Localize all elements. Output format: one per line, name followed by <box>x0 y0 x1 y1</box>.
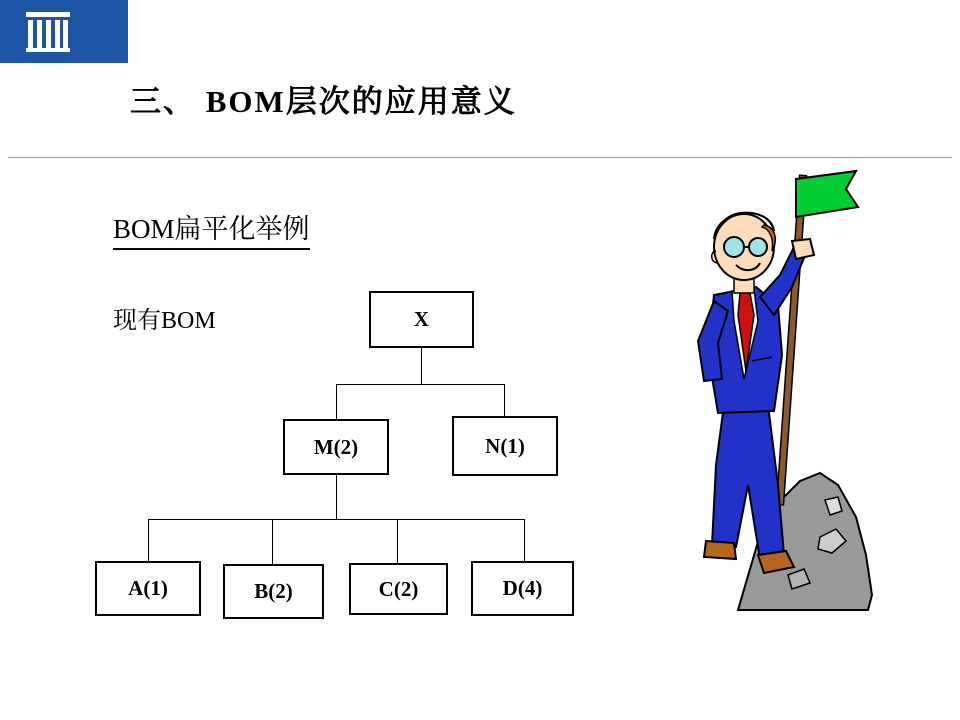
section-heading: BOM扁平化举例 <box>113 207 310 250</box>
tree-node-a: A(1) <box>95 561 201 616</box>
edge-level2-bar <box>148 519 524 520</box>
page-title: 三、 BOM层次的应用意义 <box>130 84 517 119</box>
edge-m-stem <box>336 475 337 519</box>
logo-background <box>0 0 128 63</box>
tree-node-x: X <box>369 291 474 348</box>
tree-node-d: D(4) <box>471 561 574 616</box>
edge-m-to-c <box>397 519 398 563</box>
edge-x-to-m <box>336 384 337 419</box>
edge-x-stem <box>421 348 422 384</box>
edge-m-to-a <box>148 519 149 561</box>
businessman-with-flag-illustration <box>660 155 940 625</box>
tree-node-b: B(2) <box>223 564 324 619</box>
tree-node-n: N(1) <box>452 416 558 476</box>
company-logo-icon <box>26 12 70 52</box>
edge-m-to-b <box>272 519 273 564</box>
tree-node-m: M(2) <box>283 419 389 475</box>
edge-m-to-d <box>524 519 525 561</box>
tree-node-c: C(2) <box>349 563 448 615</box>
diagram-caption: 现有BOM <box>113 308 216 334</box>
edge-level1-bar <box>336 384 505 385</box>
green-flag <box>796 171 858 217</box>
edge-x-to-n <box>504 384 505 416</box>
